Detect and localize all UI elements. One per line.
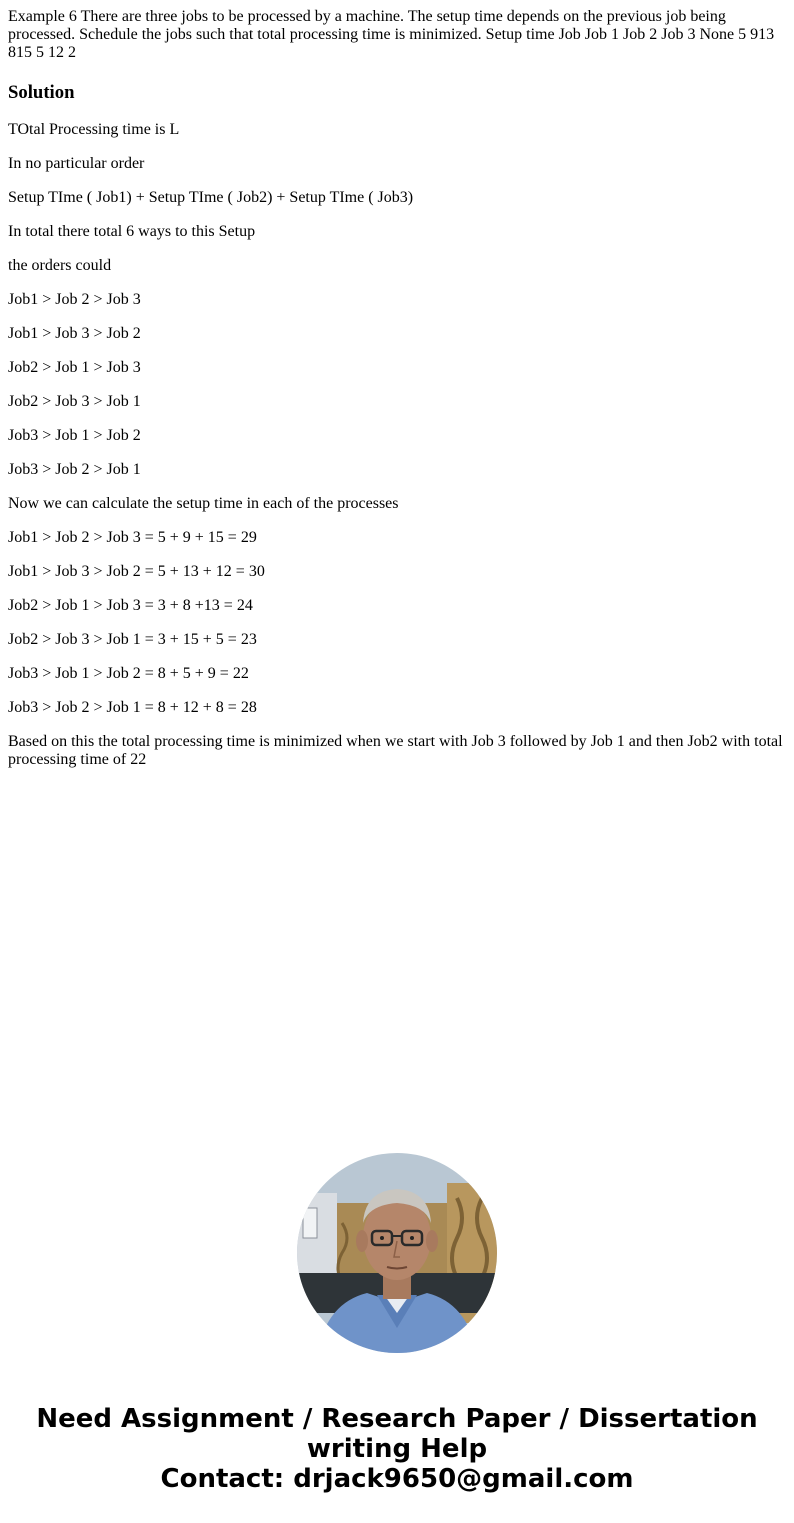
calculation-line: Job2 > Job 3 > Job 1 = 3 + 15 + 5 = 23: [8, 631, 257, 648]
calculation-line: Job2 > Job 1 > Job 3 = 3 + 8 +13 = 24: [8, 597, 253, 614]
order-line: Job3 > Job 1 > Job 2: [8, 427, 141, 444]
calculation-line: Job1 > Job 2 > Job 3 = 5 + 9 + 15 = 29: [8, 529, 257, 546]
solution-paragraph: TOtal Processing time is L: [8, 121, 180, 138]
question-text: Example 6 There are three jobs to be processed by a machine. The setup time depends on the previous job being processed. Schedule the jobs such that total processing time is minimized. Setup time Job Job 1 Job 2 Job 3 None 5 913 815 5 12 2: [8, 8, 775, 61]
solution-paragraph: the orders could: [8, 257, 112, 274]
footer-contact: [0, 1404, 794, 1494]
avatar: [297, 1153, 497, 1353]
footer-line: writing Help: [306, 1434, 488, 1464]
solution-paragraph: Setup TIme ( Job1) + Setup TIme ( Job2) + Setup TIme ( Job3): [8, 189, 414, 206]
footer-contact-email: Contact: drjack9650@gmail.com: [160, 1464, 634, 1494]
order-line: Job2 > Job 1 > Job 3: [8, 359, 141, 376]
calculation-line: Job3 > Job 2 > Job 1 = 8 + 12 + 8 = 28: [8, 699, 257, 716]
order-line: Job2 > Job 3 > Job 1: [8, 393, 141, 410]
solution-paragraph: In total there total 6 ways to this Setup: [8, 223, 256, 240]
order-line: Job3 > Job 2 > Job 1: [8, 461, 141, 478]
solution-heading: Solution: [8, 82, 75, 103]
conclusion-paragraph: Based on this the total processing time is minimized when we start with Job 3 followed by Job 1 and then Job2 with total processing time of 22: [8, 733, 783, 768]
order-line: Job1 > Job 3 > Job 2: [8, 325, 141, 342]
calculation-line: Job1 > Job 3 > Job 2 = 5 + 13 + 12 = 30: [8, 563, 265, 580]
footer-line: Need Assignment / Research Paper / Dissertation: [36, 1404, 758, 1434]
solution-paragraph: In no particular order: [8, 155, 145, 172]
solution-paragraph: Now we can calculate the setup time in each of the processes: [8, 495, 399, 512]
order-line: Job1 > Job 2 > Job 3: [8, 291, 141, 308]
document-body: [8, 8, 786, 769]
calculation-line: Job3 > Job 1 > Job 2 = 8 + 5 + 9 = 22: [8, 665, 249, 682]
